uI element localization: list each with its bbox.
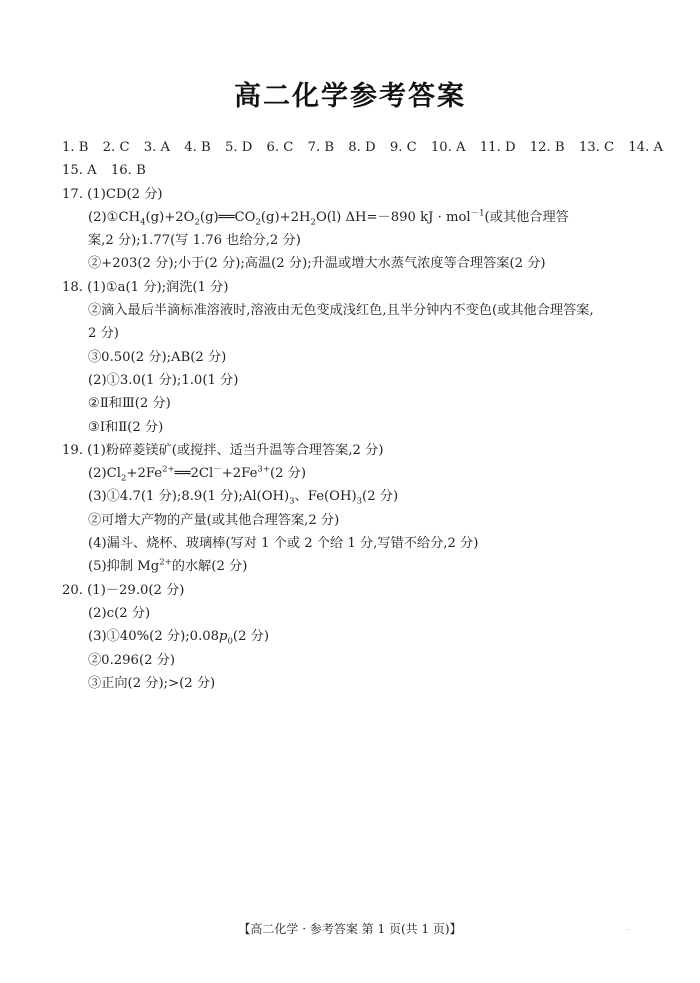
q18-line: (2)①3.0(1 分);1.0(1 分)	[88, 372, 239, 388]
mc-answer: 1. B	[62, 140, 89, 155]
q20-line: (3)①40%(2 分)$;0.08p_0(2$ 分)	[88, 629, 269, 647]
q18-line: ③0.50(2 分);AB(2 分)	[88, 349, 227, 365]
mc-answer: 10. A	[430, 140, 466, 155]
q18-line: ③Ⅰ和Ⅱ(2 分)	[88, 419, 164, 435]
mc-answer: 3. A	[143, 140, 171, 155]
q17-heading: 17. (1)CD(2 分)	[62, 186, 163, 202]
q19-line: ②可增大产物的产量(或其他合理答案,2 分)	[88, 512, 340, 528]
q20-line: ②0.296(2 分)	[88, 652, 175, 668]
mc-answer: 13. C	[578, 140, 615, 155]
q19-line: (3)①4.7(1 分);8.9(1 分)$;Al(OH)_3$、$Fe(OH)_3(2$ 分)	[88, 489, 399, 508]
q20-line: ③正向(2 分);>(2 分)	[88, 675, 216, 691]
q18-heading: 18. (1)①a(1 分);润洗(1 分)	[62, 279, 229, 295]
mc-answer: 4. B	[184, 140, 211, 155]
q17-part2-line2: 案,2 分);1.77(写 1.76 也给分,2 分)	[88, 233, 301, 249]
corner-mark: ··	[626, 927, 630, 934]
mc-answer: 6. C	[266, 140, 294, 155]
page-title: 高二化学参考答案	[234, 81, 466, 112]
mc-answers-row-1	[62, 136, 663, 159]
answer-content	[62, 136, 663, 695]
mc-answer: 9. C	[389, 140, 417, 155]
mc-answer: 15. A	[62, 163, 97, 179]
mc-answer: 12. B	[529, 140, 565, 155]
q20-line: (2)c(2 分)	[88, 605, 151, 621]
q17-part2-line1: $(2)①CH_4(g)+2O_2(g)══CO_2(g)+2H_2O(l)$ ΔH=－890 kJ · mol$^{-1}$(或其他合理答	[88, 208, 569, 228]
mc-answers-row-2	[62, 159, 642, 182]
q18-line: 2 分)	[88, 326, 119, 342]
q19-line: (5)抑制 $Mg^{2+}$的水解(2 分)	[88, 557, 248, 575]
q19-line: $(2)Cl_2+2Fe^{2+}══2Cl^-+2Fe^{3+}(2$ 分)	[88, 464, 307, 484]
page-footer: 【高二化学 · 参考答案 第 1 页(共 1 页)】	[238, 922, 462, 936]
q17-part2-line3: ②+203(2 分);小于(2 分);高温(2 分);升温或增大水蒸气浓度等合理答案(2 分)	[88, 256, 546, 272]
mc-answer: 2. C	[102, 140, 130, 155]
mc-answer: 5. D	[224, 140, 253, 155]
q20-heading: 20. (1)－29.0(2 分)	[62, 582, 185, 598]
q18-line: ②滴入最后半滴标准溶液时,溶液由无色变成浅红色,且半分钟内不变色(或其他合理答案,	[88, 303, 594, 319]
mc-answer: 8. D	[348, 140, 376, 155]
mc-answer: 7. B	[307, 140, 335, 155]
mc-answer: 11. D	[479, 140, 516, 155]
mc-answer: 16. B	[110, 163, 146, 179]
q19-heading: 19. (1)粉碎菱镁矿(或搅拌、适当升温等合理答案,2 分)	[62, 442, 384, 458]
q18-line: ②Ⅱ和Ⅲ(2 分)	[88, 396, 171, 412]
mc-answer: 14. A	[628, 140, 663, 155]
q19-line: (4)漏斗、烧杯、玻璃棒(写对 1 个或 2 个给 1 分,写错不给分,2 分)	[88, 536, 479, 552]
